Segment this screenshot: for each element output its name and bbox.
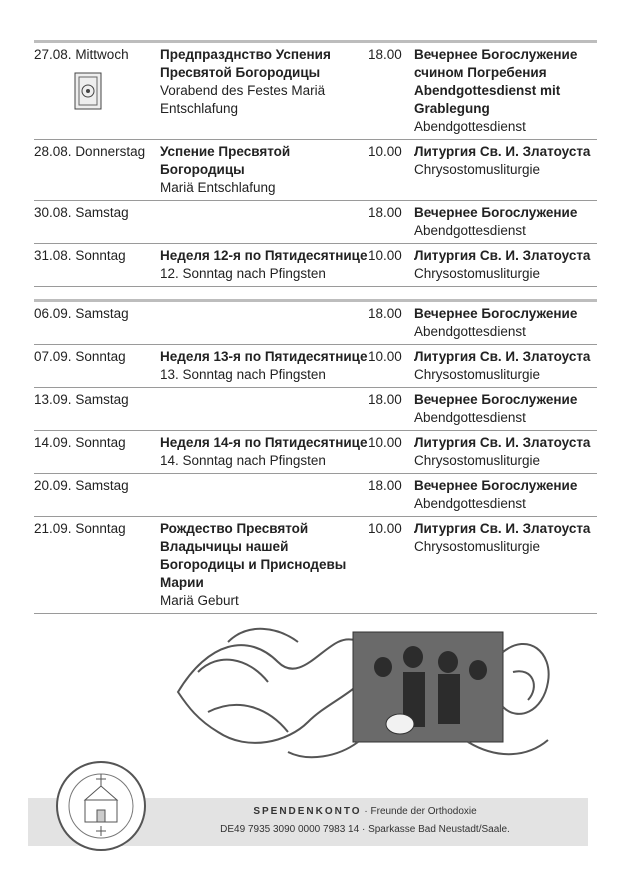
date: 13.09. <box>34 392 72 407</box>
service-cell <box>414 520 597 610</box>
service-ru: Вечернее Богослужение <box>414 392 578 407</box>
service-schedule <box>34 40 597 614</box>
time: 18.00 <box>368 47 402 62</box>
time: 10.00 <box>368 435 402 450</box>
date: 21.09. <box>34 521 72 536</box>
service-cell <box>414 477 597 513</box>
time: 10.00 <box>368 144 402 159</box>
time: 10.00 <box>368 349 402 364</box>
nativity-ornament-image <box>168 612 560 764</box>
schedule-row <box>34 388 597 431</box>
date: 14.09. <box>34 435 72 450</box>
date-cell <box>34 477 160 513</box>
date: 20.09. <box>34 478 72 493</box>
date: 06.09. <box>34 306 72 321</box>
month-block <box>34 299 597 614</box>
weekday: Mittwoch <box>75 47 129 62</box>
service-de: Abendgottesdienst <box>414 496 526 511</box>
feast-de: Mariä Geburt <box>160 593 239 608</box>
footer-line-2 <box>150 824 580 835</box>
spendenkonto-label: SPENDENKONTO <box>253 806 362 817</box>
feast-cell <box>160 434 368 470</box>
service-cell <box>414 348 597 384</box>
service-de: Abendgottesdienst <box>414 223 526 238</box>
service-cell <box>414 204 597 240</box>
service-cell <box>414 305 597 341</box>
feast-de: 12. Sonntag nach Pfingsten <box>160 266 326 281</box>
weekday: Sonntag <box>75 349 126 364</box>
date-cell <box>34 434 160 470</box>
service-de: Abendgottesdienst <box>414 324 526 339</box>
time: 18.00 <box>368 392 402 407</box>
feast-ru: Неделя 13-я по Пятидесятнице <box>160 349 368 364</box>
feast-ru: Предпразднство Успения Пресвятой Богородицы <box>160 47 331 80</box>
feast-ru: Рождество Пресвятой Владычицы нашей Богородицы и Приснодевы Марии <box>160 521 347 590</box>
service-cell <box>414 434 597 470</box>
church-seal-image <box>55 760 147 852</box>
date-cell <box>34 204 160 240</box>
footer-org: Freunde der Orthodoxie <box>370 806 477 817</box>
service-ru: Литургия Св. И. Златоуста <box>414 248 591 263</box>
date: 31.08. <box>34 248 72 263</box>
service-cell <box>414 391 597 427</box>
date-cell <box>34 305 160 341</box>
service-cell <box>414 247 597 283</box>
service-ru: Вечернее Богослужение <box>414 205 578 220</box>
weekday: Samstag <box>75 392 129 407</box>
feast-ru: Неделя 14-я по Пятидесятнице <box>160 435 368 450</box>
weekday: Sonntag <box>75 521 126 536</box>
date: 30.08. <box>34 205 72 220</box>
time: 18.00 <box>368 478 402 493</box>
feast-de: Vorabend des Festes Mariä Entschlafung <box>160 83 326 116</box>
service-de: Abendgottesdienst <box>414 410 526 425</box>
service-ru: Литургия Св. И. Златоуста <box>414 144 591 159</box>
feast-de: Mariä Entschlafung <box>160 180 276 195</box>
service-de: Chrysostomusliturgie <box>414 453 541 468</box>
date-cell <box>34 46 160 136</box>
date: 28.08. <box>34 144 72 159</box>
schedule-row <box>34 517 597 614</box>
service-cell <box>414 143 597 197</box>
weekday: Sonntag <box>75 435 126 450</box>
date-cell <box>34 143 160 197</box>
service-de: Chrysostomusliturgie <box>414 162 541 177</box>
date: 27.08. <box>34 47 72 62</box>
footer-sep: · <box>361 824 366 835</box>
feast-cell <box>160 305 368 341</box>
feast-cell <box>160 391 368 427</box>
time: 18.00 <box>368 205 402 220</box>
schedule-row <box>34 345 597 388</box>
footer-iban: DE49 7935 3090 0000 7983 14 <box>220 824 360 835</box>
weekday: Samstag <box>75 205 129 220</box>
schedule-row <box>34 302 597 345</box>
weekday: Sonntag <box>75 248 126 263</box>
feast-ru: Успение Пресвятой Богородицы <box>160 144 291 177</box>
service-de: Chrysostomusliturgie <box>414 367 541 382</box>
weekday: Samstag <box>75 478 129 493</box>
schedule-row <box>34 244 597 287</box>
service-de: Chrysostomusliturgie <box>414 266 541 281</box>
schedule-row <box>34 431 597 474</box>
feast-cell <box>160 247 368 283</box>
service-de: Chrysostomusliturgie <box>414 539 541 554</box>
feast-cell <box>160 204 368 240</box>
footer-bank: Sparkasse Bad Neustadt/Saale. <box>368 824 510 835</box>
date-cell <box>34 247 160 283</box>
time: 10.00 <box>368 521 402 536</box>
book-icon <box>74 72 102 110</box>
feast-cell <box>160 46 368 136</box>
schedule-row <box>34 43 597 140</box>
feast-de: 13. Sonntag nach Pfingsten <box>160 367 326 382</box>
service-ru: Вечернее Богослужение <box>414 478 578 493</box>
service-ru: Литургия Св. И. Златоуста <box>414 521 591 536</box>
service-ru: Вечернее Богослужение счином Погребения Abendgottesdienst mit Grablegung <box>414 47 578 116</box>
feast-cell <box>160 477 368 513</box>
feast-cell <box>160 143 368 197</box>
feast-de: 14. Sonntag nach Pfingsten <box>160 453 326 468</box>
service-ru: Литургия Св. И. Златоуста <box>414 349 591 364</box>
service-cell <box>414 46 597 136</box>
date-cell <box>34 520 160 610</box>
date-cell <box>34 391 160 427</box>
service-de: Abendgottesdienst <box>414 119 526 134</box>
feast-cell <box>160 520 368 610</box>
time: 18.00 <box>368 306 402 321</box>
date-cell <box>34 348 160 384</box>
footer-sep: · <box>364 806 368 817</box>
service-ru: Вечернее Богослужение <box>414 306 578 321</box>
month-block <box>34 40 597 287</box>
schedule-row <box>34 201 597 244</box>
feast-ru: Неделя 12-я по Пятидесятнице <box>160 248 368 263</box>
feast-cell <box>160 348 368 384</box>
schedule-row <box>34 140 597 201</box>
time: 10.00 <box>368 248 402 263</box>
weekday: Samstag <box>75 306 129 321</box>
schedule-row <box>34 474 597 517</box>
date: 07.09. <box>34 349 72 364</box>
weekday: Donnerstag <box>75 144 146 159</box>
service-ru: Литургия Св. И. Златоуста <box>414 435 591 450</box>
footer-line-1 <box>150 806 580 817</box>
